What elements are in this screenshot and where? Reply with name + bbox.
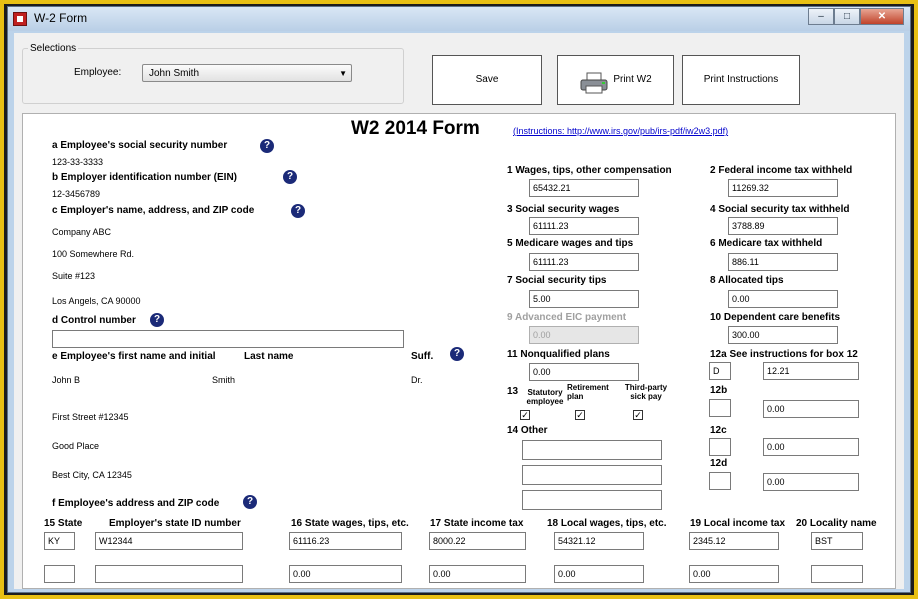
label-retirement: Retirement plan (567, 383, 609, 401)
box3-field[interactable]: 61111.23 (529, 217, 639, 235)
state-id-field[interactable]: W12344 (95, 532, 243, 550)
label-box12d: 12d (710, 458, 728, 469)
label-d: d Control number (52, 315, 136, 326)
local-tax-field[interactable]: 0.00 (689, 565, 779, 583)
help-icon-a[interactable]: ? (260, 139, 274, 153)
label-box17: 17 State income tax (430, 518, 524, 529)
control-number-field[interactable] (52, 330, 404, 348)
box14-field-1[interactable] (522, 440, 662, 460)
locality-field[interactable] (811, 565, 863, 583)
client-area (14, 33, 904, 589)
label-b: b Employer identification number (EIN) (52, 172, 238, 183)
print-instructions-button[interactable] (682, 55, 800, 105)
box12b-code[interactable] (709, 399, 731, 417)
label-box10: 10 Dependent care benefits (710, 312, 841, 323)
local-wages-field[interactable]: 54321.12 (554, 532, 644, 550)
state-tax-field[interactable]: 0.00 (429, 565, 526, 583)
employer-line: Suite #123 (52, 271, 96, 281)
box12c-code[interactable] (709, 438, 731, 456)
selections-label: Selections (30, 43, 77, 54)
box12a-code[interactable]: D (709, 362, 731, 380)
label-f: f Employee's address and ZIP code (52, 498, 220, 509)
chevron-down-icon: ▼ (339, 69, 347, 78)
label-box2: 2 Federal income tax withheld (710, 165, 853, 176)
statutory-checkbox[interactable]: ✓ (521, 410, 529, 420)
box4-field[interactable]: 3788.89 (728, 217, 838, 235)
box6-field[interactable]: 886.11 (728, 253, 838, 271)
label-box12a: 12a See instructions for box 12 (710, 349, 858, 360)
window-controls (808, 8, 904, 25)
printer-icon (579, 68, 609, 90)
state-field[interactable]: KY (44, 532, 75, 550)
label-box19: 19 Local income tax (690, 518, 786, 529)
value-b: 12-3456789 (52, 189, 101, 199)
box9-field: 0.00 (529, 326, 639, 344)
box14-field-2[interactable] (522, 465, 662, 485)
box12d-code[interactable] (709, 472, 731, 490)
box14-field-3[interactable] (522, 490, 662, 510)
label-e-last: Last name (244, 351, 294, 362)
state-wages-field[interactable]: 0.00 (289, 565, 402, 583)
local-tax-field[interactable]: 2345.12 (689, 532, 779, 550)
label-box9: 9 Advanced EIC payment (507, 312, 627, 323)
state-tax-field[interactable]: 8000.22 (429, 532, 526, 550)
label-box8: 8 Allocated tips (710, 275, 784, 286)
label-box12c: 12c (710, 425, 727, 436)
label-box16: 16 State wages, tips, etc. (291, 518, 409, 529)
box1-field[interactable]: 65432.21 (529, 179, 639, 197)
label-box6: 6 Medicare tax withheld (710, 238, 823, 249)
employee-address-line: Good Place (52, 441, 100, 451)
save-button-label: Save (475, 74, 499, 85)
label-box1: 1 Wages, tips, other compensation (507, 165, 672, 176)
employee-first-name: John B (52, 375, 81, 385)
help-icon-b[interactable]: ? (283, 170, 297, 184)
label-box18: 18 Local wages, tips, etc. (547, 518, 667, 529)
employee-dropdown[interactable] (142, 64, 352, 82)
employer-line: 100 Somewhere Rd. (52, 249, 135, 259)
label-e: e Employee's first name and initial (52, 351, 216, 362)
box12d-amount[interactable]: 0.00 (763, 473, 859, 491)
save-button[interactable] (432, 55, 542, 105)
box10-field[interactable]: 300.00 (728, 326, 838, 344)
locality-field[interactable]: BST (811, 532, 863, 550)
label-box15: 15 State (44, 518, 83, 529)
state-field[interactable] (44, 565, 75, 583)
box12c-amount[interactable]: 0.00 (763, 438, 859, 456)
employee-address-line: Best City, CA 12345 (52, 470, 132, 480)
instructions-link[interactable]: (Instructions: http://www.irs.gov/pub/irs-pdf/iw2w3.pdf) (513, 126, 729, 136)
label-c: c Employer's name, address, and ZIP code (52, 205, 255, 216)
state-id-field[interactable] (95, 565, 243, 583)
box12b-amount[interactable]: 0.00 (763, 400, 859, 418)
label-e-suff: Suff. (411, 351, 434, 362)
box8-field[interactable]: 0.00 (728, 290, 838, 308)
box5-field[interactable]: 61111.23 (529, 253, 639, 271)
print-instructions-label: Print Instructions (703, 74, 779, 85)
local-wages-field[interactable]: 0.00 (554, 565, 644, 583)
minimize-button[interactable]: – (808, 8, 834, 25)
help-icon-f[interactable]: ? (243, 495, 257, 509)
label-statutory: Statutory employee (526, 388, 564, 406)
label-box3: 3 Social security wages (507, 204, 620, 215)
maximize-button[interactable]: □ (834, 8, 860, 25)
label-box11: 11 Nonqualified plans (507, 349, 610, 360)
print-w2-button[interactable] (557, 55, 674, 105)
employer-line: Company ABC (52, 227, 112, 237)
thirdparty-checkbox[interactable]: ✓ (634, 410, 642, 420)
print-w2-label: Print W2 (613, 74, 652, 85)
label-box5: 5 Medicare wages and tips (507, 238, 634, 249)
help-icon-d[interactable]: ? (150, 313, 164, 327)
box2-field[interactable]: 11269.32 (728, 179, 838, 197)
window-title: W-2 Form (34, 11, 88, 25)
title-bar[interactable] (8, 7, 910, 31)
label-box7: 7 Social security tips (507, 275, 607, 286)
box7-field[interactable]: 5.00 (529, 290, 639, 308)
label-state-id: Employer's state ID number (109, 518, 241, 529)
close-button[interactable]: ✕ (860, 8, 904, 25)
help-icon-e[interactable]: ? (450, 347, 464, 361)
state-wages-field[interactable]: 61116.23 (289, 532, 402, 550)
app-icon (13, 12, 27, 26)
employee-label: Employee: (74, 67, 122, 78)
label-box20: 20 Locality name (796, 518, 877, 529)
box12a-amount[interactable]: 12.21 (763, 362, 859, 380)
label-box14: 14 Other (507, 425, 548, 436)
w2-form-panel (22, 113, 896, 589)
label-box4: 4 Social security tax withheld (710, 204, 850, 215)
employer-line: Los Angels, CA 90000 (52, 296, 141, 306)
retirement-checkbox[interactable]: ✓ (576, 410, 584, 420)
value-a: 123-33-3333 (52, 157, 104, 167)
employee-suffix: Dr. (411, 375, 423, 385)
w2-window (7, 6, 911, 593)
box11-field[interactable]: 0.00 (529, 363, 639, 381)
label-thirdparty: Third-party sick pay (624, 383, 668, 401)
label-box12b: 12b (710, 385, 728, 396)
employee-address-line: First Street #12345 (52, 412, 129, 422)
employee-value: John Smith (149, 68, 200, 79)
employee-last-name: Smith (212, 375, 236, 385)
form-title: W2 2014 Form (351, 118, 480, 139)
help-icon-c[interactable]: ? (291, 204, 305, 218)
label-a: a Employee's social security number (52, 140, 228, 151)
label-box13: 13 (507, 386, 519, 397)
